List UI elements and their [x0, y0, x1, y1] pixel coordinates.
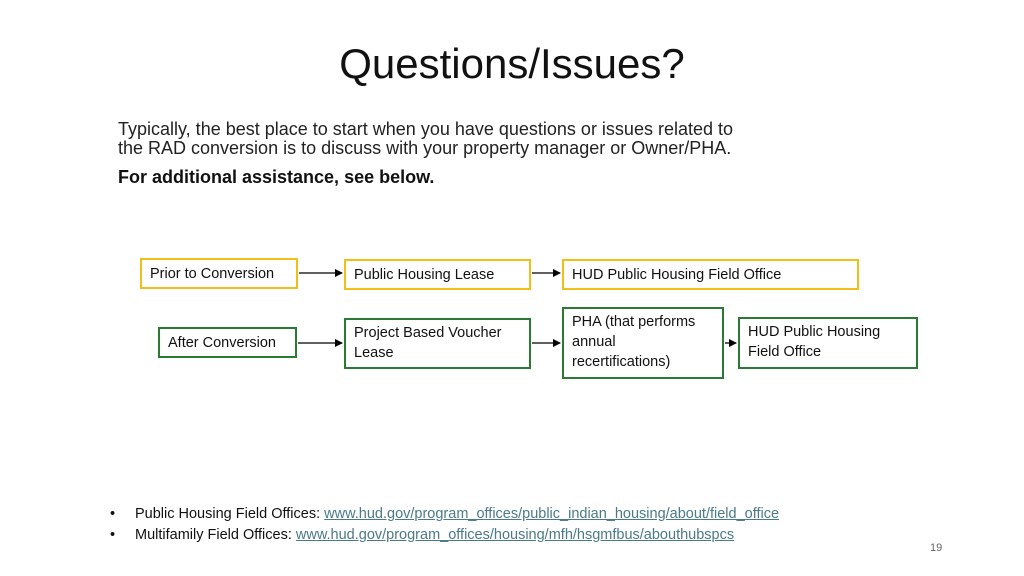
- hud-field-office-after-line-1: HUD Public Housing: [748, 324, 881, 340]
- multifamily-field-offices-link[interactable]: www.hud.gov/program_offices/housing/mfh/hsgmfbus/abouthubspcs: [295, 527, 735, 543]
- bullet: •: [110, 527, 116, 543]
- hud-field-office-after-line-2: Field Office: [748, 344, 822, 360]
- list-item: [110, 504, 779, 525]
- pha-line-1: PHA (that performs: [572, 314, 696, 330]
- link-label: Multifamily Field Offices:: [135, 527, 292, 543]
- list-item: [110, 525, 779, 546]
- public-housing-lease-label: Public Housing Lease: [354, 266, 495, 283]
- slide-title: Questions/Issues?: [339, 40, 685, 87]
- prior-to-conversion-label: Prior to Conversion: [150, 265, 275, 282]
- intro-bold-text: For additional assistance, see below.: [118, 167, 435, 187]
- field-office-links: [110, 504, 779, 546]
- pbv-lease-line-2: Lease: [354, 345, 394, 361]
- pha-line-3: recertifications): [572, 354, 671, 370]
- intro-line-2: the RAD conversion is to discuss with your property manager or Owner/PHA.: [118, 138, 732, 158]
- bullet: •: [110, 506, 116, 522]
- pbv-lease-line-1: Project Based Voucher: [354, 325, 502, 341]
- page-number: 19: [930, 542, 943, 554]
- public-housing-field-offices-link[interactable]: www.hud.gov/program_offices/public_indian_housing/about/field_office: [324, 506, 780, 522]
- intro-line-1: Typically, the best place to start when you have questions or issues related to: [118, 119, 734, 139]
- link-label: Public Housing Field Offices:: [135, 506, 321, 522]
- hud-field-office-label-prior: HUD Public Housing Field Office: [572, 266, 782, 283]
- after-conversion-label: After Conversion: [168, 334, 276, 351]
- pha-line-2: annual: [572, 334, 616, 350]
